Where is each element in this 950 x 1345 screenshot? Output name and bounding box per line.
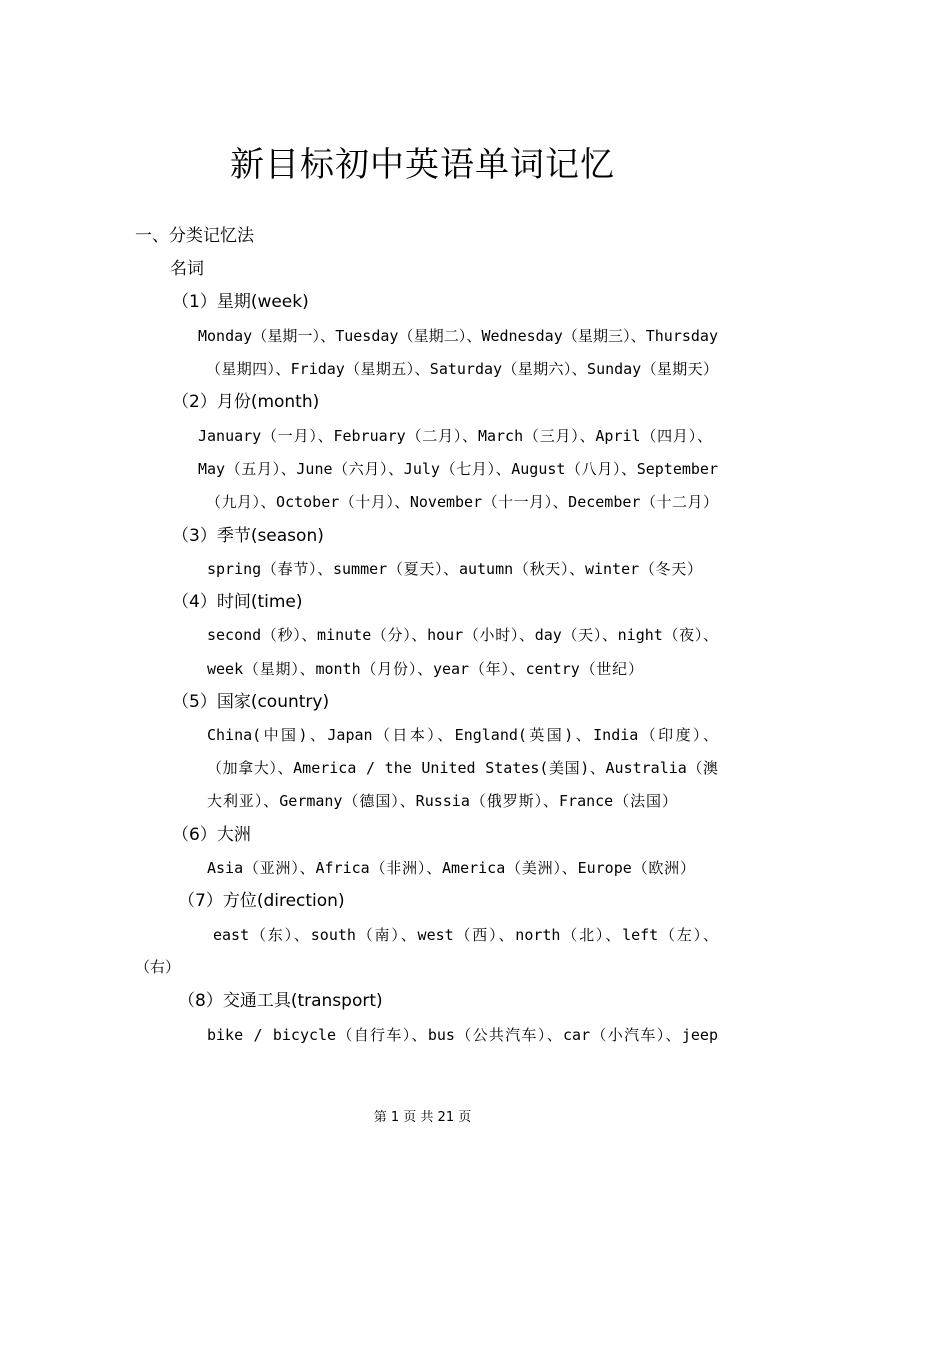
category-heading-season: （3）季节(season) <box>172 526 324 546</box>
category-line: （九月）、October（十月）、November（十一月）、December（十二月） <box>206 493 718 511</box>
category-heading-week: （1）星期(week) <box>172 292 309 312</box>
category-heading-direction: （7）方位(direction) <box>178 891 345 911</box>
section-heading: 一、分类记忆法 <box>135 226 254 246</box>
category-line: week（星期）、month（月份）、year（年）、centry（世纪） <box>207 660 643 678</box>
category-line: bike / bicycle（自行车）、bus（公共汽车）、car（小汽车）、jeep <box>207 1026 718 1044</box>
category-line: second（秒）、minute（分）、hour（小时）、day（天）、night（夜）、 <box>207 626 718 644</box>
category-heading-continent: （6）大洲 <box>172 825 251 845</box>
category-line: （右） <box>135 958 181 976</box>
category-line: January（一月）、February（二月）、March（三月）、April（四月）、 <box>198 427 712 445</box>
category-line: China(中国)、Japan（日本）、England(英国)、India（印度）、 <box>207 726 718 744</box>
category-line: east（东）、south（南）、west（西）、north（北）、left（左）、 <box>213 926 718 944</box>
category-line: （星期四）、Friday（星期五）、Saturday（星期六）、Sunday（星期天） <box>206 360 718 378</box>
category-line: 大利亚）、Germany（德国）、Russia（俄罗斯）、France（法国） <box>207 792 677 810</box>
category-line: （加拿大）、America / the United States(美国)、Australia（澳 <box>207 759 718 777</box>
category-heading-country: （5）国家(country) <box>172 692 330 712</box>
category-line: Monday（星期一）、Tuesday（星期二）、Wednesday（星期三）、Thursday <box>198 327 718 345</box>
category-heading-time: （4）时间(time) <box>172 592 303 612</box>
subsection-heading: 名词 <box>170 259 204 279</box>
page-footer: 第 1 页 共 21 页 <box>373 1110 472 1125</box>
category-line: Asia（亚洲）、Africa（非洲）、America（美洲）、Europe（欧洲） <box>207 859 695 877</box>
category-line: spring（春节）、summer（夏天）、autumn（秋天）、winter（冬天） <box>207 560 702 578</box>
category-line: May（五月）、June（六月）、July（七月）、August（八月）、September <box>198 460 718 478</box>
category-heading-transport: （8）交通工具(transport) <box>178 991 383 1011</box>
document-title: 新目标初中英语单词记忆 <box>230 145 615 185</box>
category-heading-month: （2）月份(month) <box>172 392 320 412</box>
